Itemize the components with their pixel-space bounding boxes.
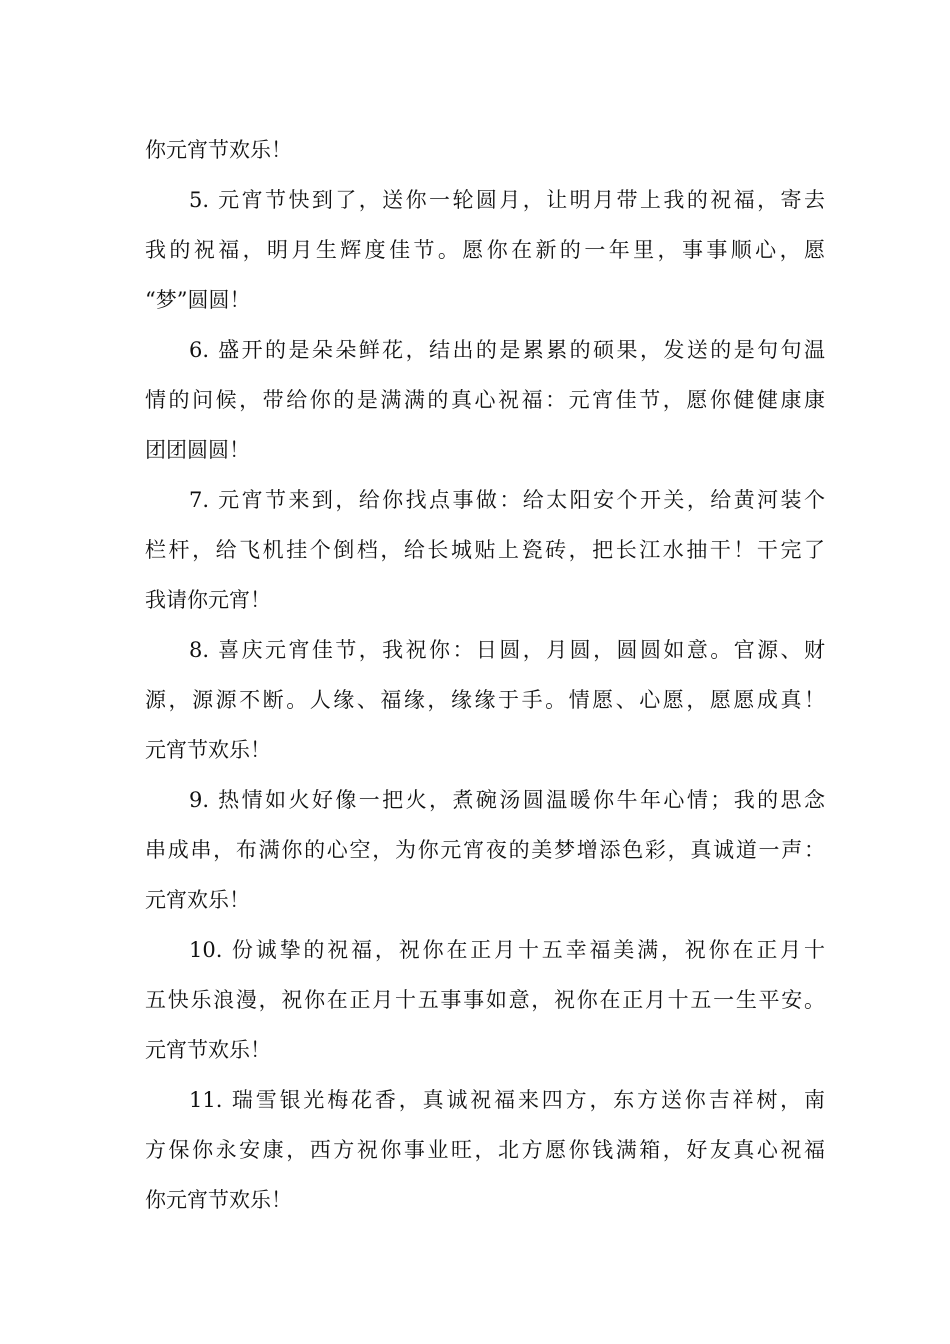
list-item-9-line-3: 元宵欢乐！ [145,888,250,912]
text-line: 你元宵节欢乐！ [145,138,292,162]
list-item-10-line-1: 10. 份诚挚的祝福，祝你在正月十五幸福美满，祝你在正月十 [189,938,825,962]
list-item-10-line-2: 五快乐浪漫，祝你在正月十五事事如意，祝你在正月十五一生平安。 [145,988,825,1012]
list-item-6-line-3: 团团圆圆！ [145,438,250,462]
list-item-9-line-2: 串成串，布满你的心空，为你元宵夜的美梦增添色彩，真诚道一声： [145,838,825,862]
list-item-6-line-2: 情的问候，带给你的是满满的真心祝福：元宵佳节，愿你健健康康 [145,388,825,412]
list-item-5-line-1: 5. 元宵节快到了，送你一轮圆月，让明月带上我的祝福，寄去 [189,188,825,212]
document-body [145,125,825,1225]
list-item-11-line-3: 你元宵节欢乐！ [145,1188,292,1212]
list-item-7-line-1: 7. 元宵节来到，给你找点事做：给太阳安个开关，给黄河装个 [189,488,825,512]
list-item-10-line-3: 元宵节欢乐！ [145,1038,271,1062]
list-item-7-line-2: 栏杆，给飞机挂个倒档，给长城贴上瓷砖，把长江水抽干！干完了 [145,538,825,562]
list-item-5-line-3: “梦”圆圆！ [145,288,251,312]
list-item-8-line-1: 8. 喜庆元宵佳节，我祝你：日圆，月圆，圆圆如意。官源、财 [189,638,825,662]
list-item-8-line-2: 源，源源不断。人缘、福缘，缘缘于手。情愿、心愿，愿愿成真！ [145,688,825,712]
list-item-8-line-3: 元宵节欢乐！ [145,738,271,762]
list-item-9-line-1: 9. 热情如火好像一把火，煮碗汤圆温暖你牛年心情；我的思念 [189,788,825,812]
list-item-7-line-3: 我请你元宵！ [145,588,271,612]
list-item-6-line-1: 6. 盛开的是朵朵鲜花，结出的是累累的硕果，发送的是句句温 [189,338,825,362]
list-item-5-line-2: 我的祝福，明月生辉度佳节。愿你在新的一年里，事事顺心，愿 [145,238,825,262]
list-item-11-line-1: 11. 瑞雪银光梅花香，真诚祝福来四方，东方送你吉祥树，南 [189,1088,825,1112]
list-item-11-line-2: 方保你永安康，西方祝你事业旺，北方愿你钱满箱，好友真心祝福 [145,1138,825,1162]
